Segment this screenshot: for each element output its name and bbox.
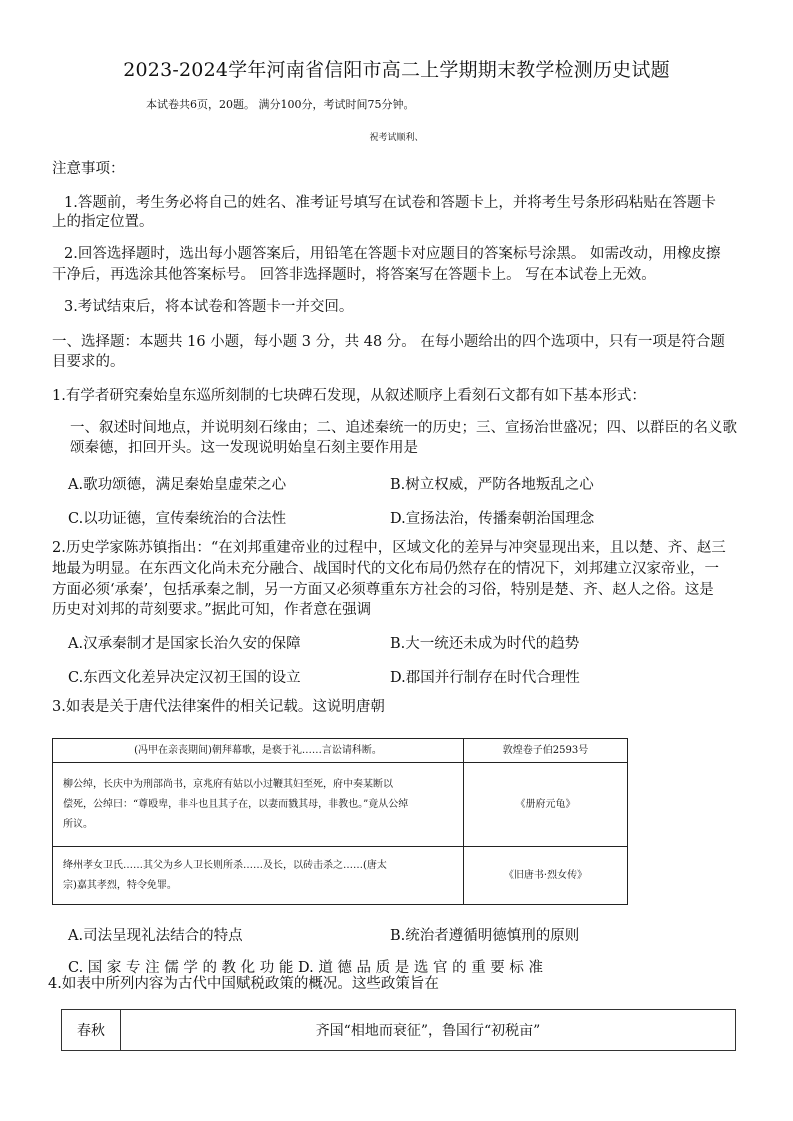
table-cell-source: 《旧唐书·烈女传》 <box>464 847 628 905</box>
table-cell-source: 《册府元龟》 <box>464 763 628 847</box>
notice-item-2-line2: 干净后，再选涂其他答案标号。 回答非选择题时，将答案写在答题卡上。 写在本试卷上无效。 <box>52 267 656 283</box>
section-1-line2: 目要求的。 <box>52 354 125 370</box>
q2-option-d: D.郡国并行制存在时代合理性 <box>390 670 580 686</box>
q1-stem: 1.有学者研究秦始皇东巡所刻制的七块碑石发现，从叙述顺序上看刻石文都有如下基本形式： <box>52 388 646 404</box>
record-text-line: 宗)嘉其孝烈，特令免罪。 <box>63 879 177 891</box>
q1-quote-line2: 颂秦德，扣回开头。这一发现说明始皇石刻主要作用是 <box>70 440 418 456</box>
table-cell-record <box>53 847 464 905</box>
table-cell-policy: 齐国“相地而衰征”，鲁国行“初税亩” <box>121 1010 736 1051</box>
notice-item-1-line1: 1.答题前，考生务必将自己的姓名、准考证号填写在试卷和答题卡上，并将考生号条形码粘贴在答题卡 <box>64 195 716 211</box>
q2-line3: 方面必须‘承秦’，包括承秦之制，另一方面又必须尊重东方社会的习俗，特别是楚、齐、赵人之俗。这是 <box>52 582 714 598</box>
q1-option-a: A.歌功颂德，满足秦始皇虚荣之心 <box>68 477 287 493</box>
table-cell-record <box>53 763 464 847</box>
q1-option-c: C.以功证德，宣传秦统治的合法性 <box>68 511 287 527</box>
q3-option-b: B.统治者遵循明德慎刑的原则 <box>390 928 580 944</box>
q2-option-b: B.大一统还未成为时代的趋势 <box>390 636 580 652</box>
exam-wish: 祝考试顺利、 <box>369 133 424 143</box>
q2-line4: 历史对刘邦的苛刻要求。”据此可知，作者意在强调 <box>52 602 372 618</box>
q1-option-d: D.宣扬法治，传播秦朝治国理念 <box>390 511 595 527</box>
table-cell-source: 敦煌卷子伯2593号 <box>464 739 628 763</box>
q3-table <box>52 738 628 905</box>
section-1-line1: 一、选择题：本题共 16 小题，每小题 3 分，共 48 分。 在每小题给出的四个选项中，只有一项是符合题 <box>52 334 725 350</box>
q1-option-b: B.树立权威，严防各地叛乱之心 <box>390 477 594 493</box>
notice-heading: 注意事项： <box>52 161 125 177</box>
table-row <box>62 1010 736 1051</box>
table-row <box>53 739 628 763</box>
record-text-line: 偿死，公绰曰：“尊殴卑，非斗也且其子在，以妻而戮其母，非教也。”竟从公绰 <box>63 798 409 810</box>
table-row <box>53 847 628 905</box>
q4-stem: 4.如表中所列内容为古代中国赋税政策的概况。这些政策旨在 <box>48 976 439 992</box>
exam-title: 2023-2024学年河南省信阳市高二上学期期末教学检测历史试题 <box>123 59 670 81</box>
q3-stem: 3.如表是关于唐代法律案件的相关记载。这说明唐朝 <box>52 699 385 715</box>
record-text-line: 柳公绰，长庆中为刑部尚书，京兆府有姑以小过鞭其妇至死，府中奏某断以 <box>63 778 393 790</box>
q2-line1: 2.历史学家陈苏镇指出：“在刘邦重建帝业的过程中，区域文化的差异与冲突显现出来，且以楚、齐、赵三 <box>52 540 726 556</box>
table-cell-period: 春秋 <box>62 1010 121 1051</box>
q1-quote-line1: 一、叙述时间地点，并说明刻石缘由；二、追述秦统一的历史；三、宣扬治世盛况；四、以群臣的名义歌 <box>70 420 737 436</box>
notice-item-1-line2: 上的指定位置。 <box>52 214 154 230</box>
record-text-line: 所议。 <box>63 818 93 830</box>
record-text-line: (冯甲在亲丧期间)朝拜幕歌，是亵于礼……言讼请科断。 <box>134 744 382 756</box>
notice-item-3: 3.考试结束后，将本试卷和答题卡一并交回。 <box>64 299 354 315</box>
record-text-line: 绛州孝女卫氏……其父为乡人卫长则所杀……及长，以砖击杀之……(唐太 <box>63 859 387 871</box>
q3-option-a: A.司法呈现礼法结合的特点 <box>68 928 243 944</box>
exam-info: 本试卷共6页，20题。 满分100分，考试时间75分钟。 <box>146 98 415 111</box>
notice-item-2-line1: 2.回答选择题时，选出每小题答案后，用铅笔在答题卡对应题目的答案标号涂黑。 如需改动，用橡皮擦 <box>64 246 721 262</box>
q4-table <box>61 1009 736 1051</box>
q3-option-cd: C. 国 家 专 注 儒 学 的 教 化 功 能 D. 道 德 品 质 是 选 官 的 重 要 标 准 <box>68 960 544 976</box>
q2-option-c: C.东西文化差异决定汉初王国的设立 <box>68 670 301 686</box>
q2-option-a: A.汉承秦制才是国家长治久安的保障 <box>68 636 301 652</box>
table-row <box>53 763 628 847</box>
table-cell-record <box>53 739 464 763</box>
q2-line2: 地最为明显。在东西文化尚未充分融合、战国时代的文化布局仍然存在的情况下，刘邦建立汉家帝业，一 <box>52 561 719 577</box>
